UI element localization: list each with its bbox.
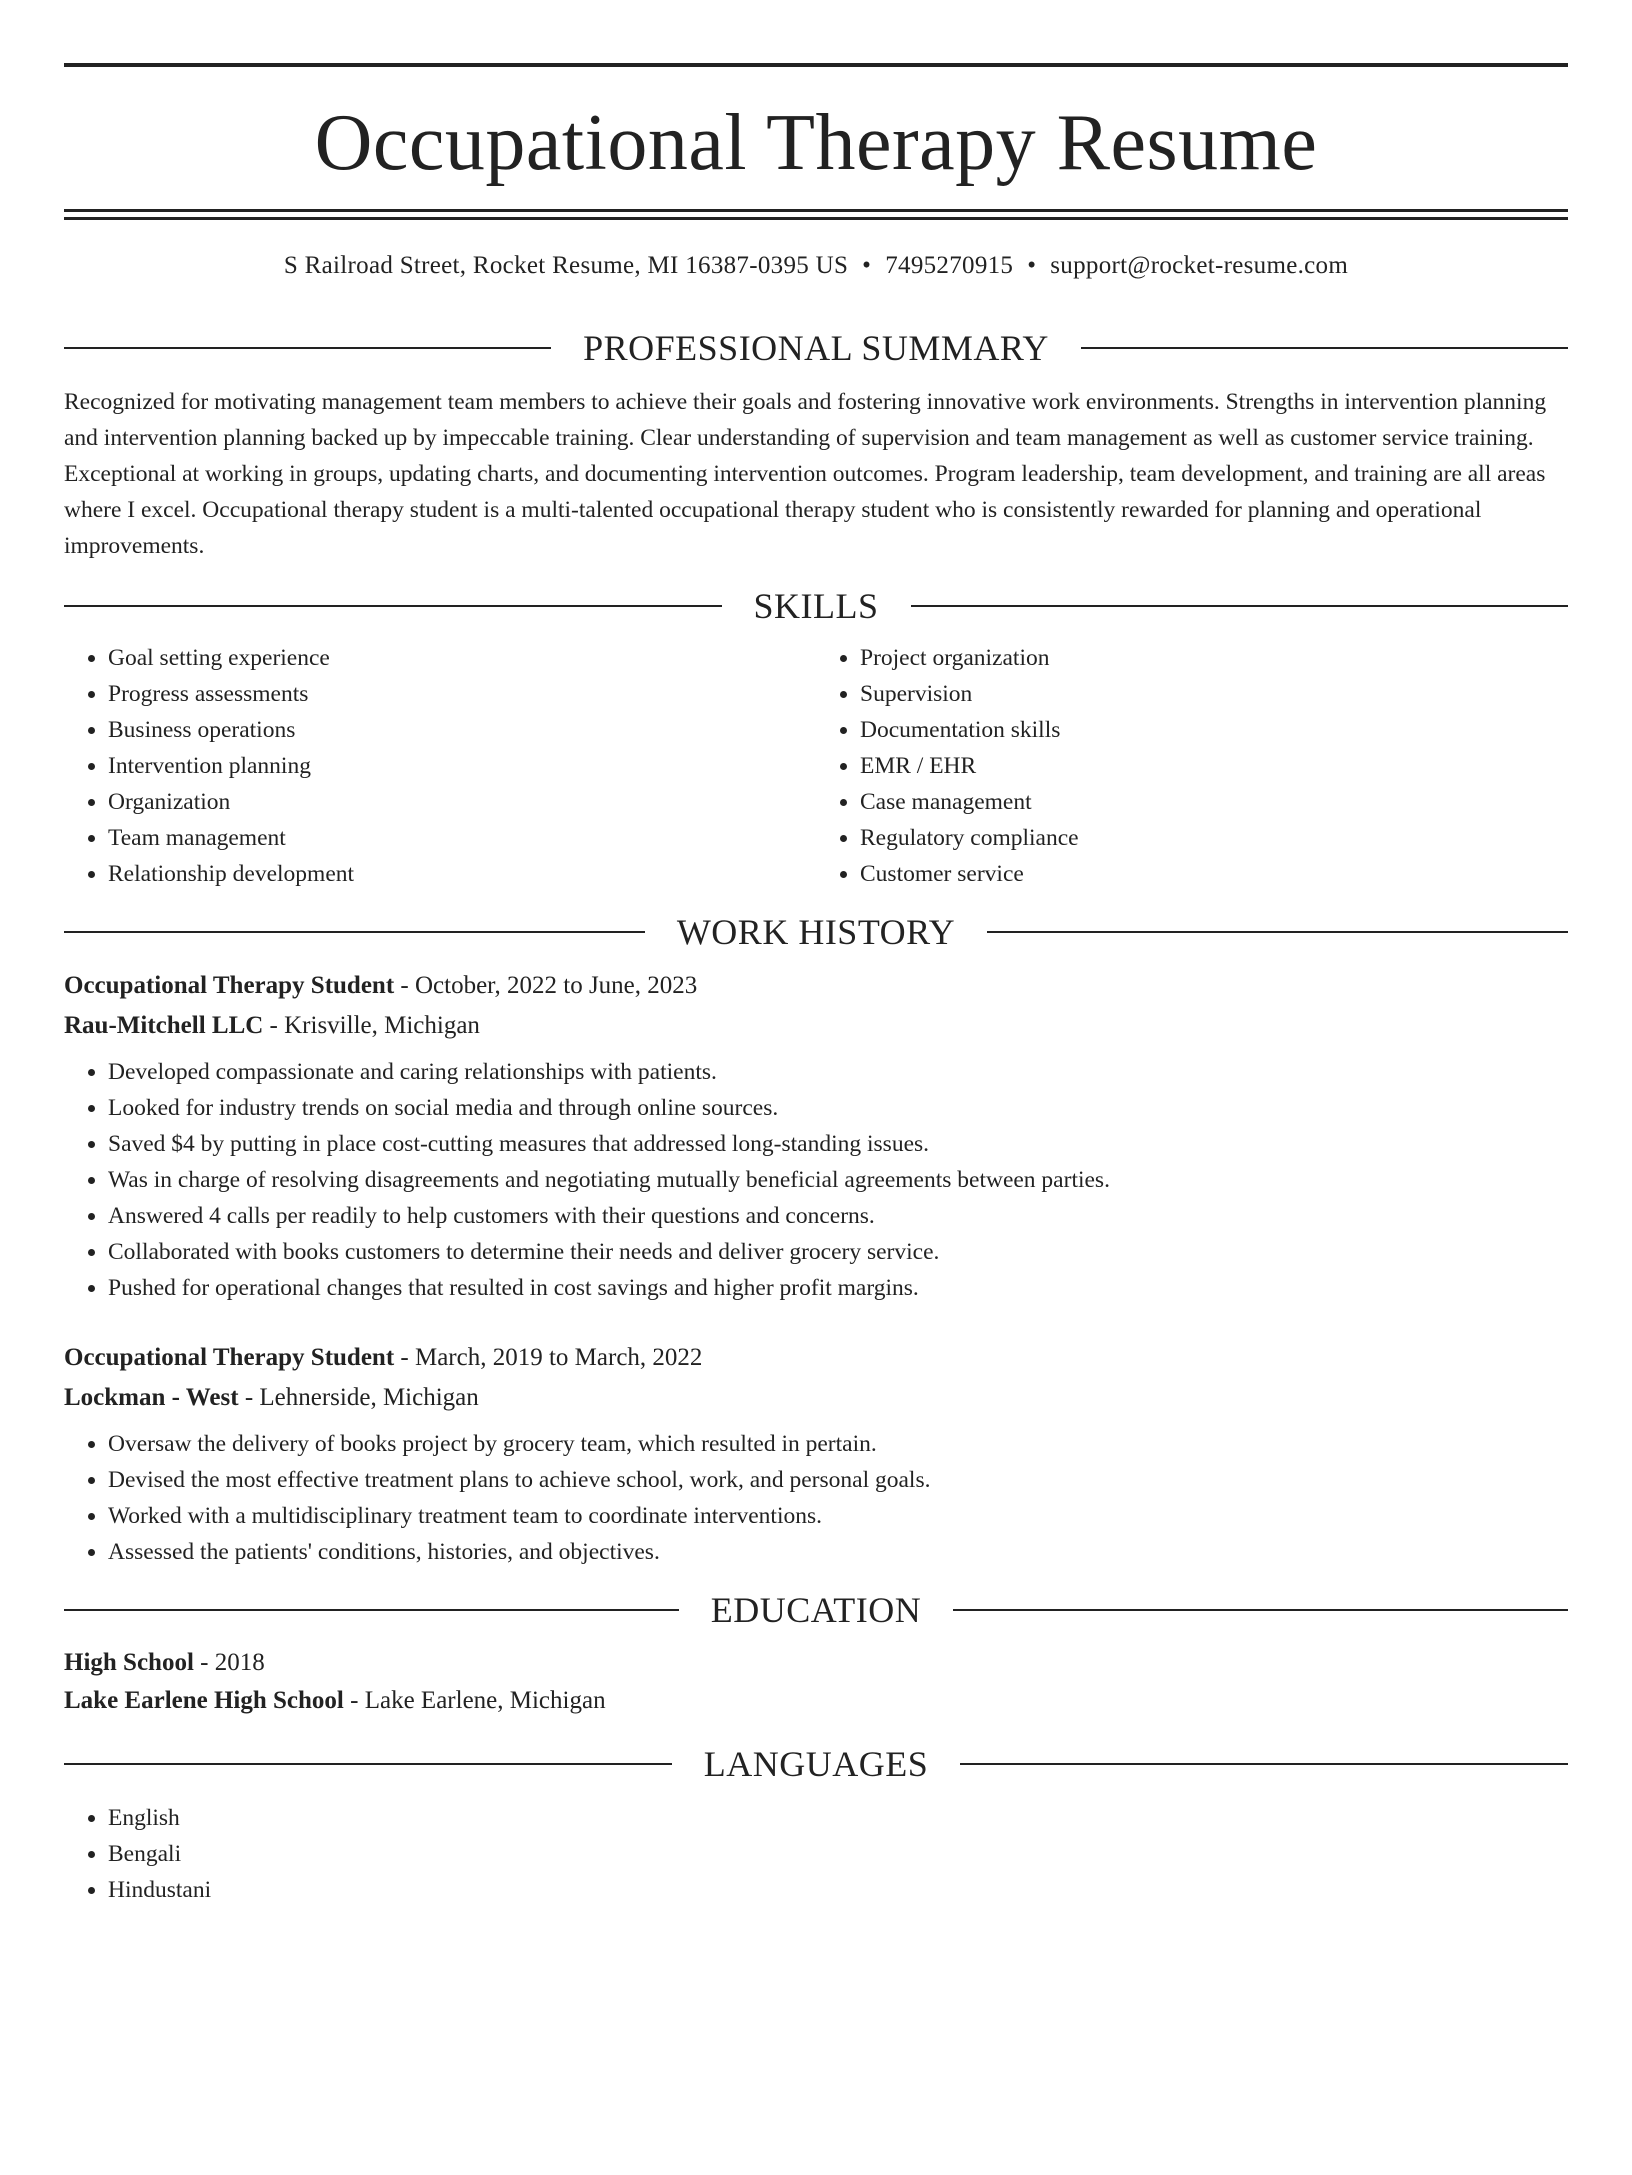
list-item: • Answered 4 calls per readily to help customers with their questions and concerns. xyxy=(108,1198,1568,1234)
section-title: EDUCATION xyxy=(710,1590,922,1630)
section-heading-languages xyxy=(64,1742,1568,1786)
heading-rule xyxy=(1081,347,1568,349)
job-title: Occupational Therapy Student xyxy=(64,972,395,999)
list-item: • Goal setting experience xyxy=(108,640,816,676)
languages-list xyxy=(64,1800,1568,1908)
job-location: - Lehnerside, Michigan xyxy=(244,1384,479,1411)
job-entry xyxy=(64,966,1568,1306)
heading-rule xyxy=(987,931,1568,933)
section-title: SKILLS xyxy=(753,586,879,626)
list-item: • Documentation skills xyxy=(860,712,1568,748)
education-entry xyxy=(64,1644,1568,1720)
job-title-line xyxy=(64,1338,1568,1378)
list-item: • Progress assessments xyxy=(108,676,816,712)
job-company: Lockman - West xyxy=(64,1384,239,1411)
list-item: • Bengali xyxy=(108,1836,1568,1872)
job-entry xyxy=(64,1338,1568,1570)
title-double-rule xyxy=(64,209,1568,220)
list-item: • Devised the most effective treatment plans to achieve school, work, and personal goals. xyxy=(108,1462,1568,1498)
top-rule xyxy=(64,63,1568,67)
list-item: • Looked for industry trends on social media and through online sources. xyxy=(108,1090,1568,1126)
contact-separator: • xyxy=(862,252,872,279)
resume-page xyxy=(0,63,1632,2175)
job-company: Rau-Mitchell LLC xyxy=(64,1012,264,1039)
page-title: Occupational Therapy Resume xyxy=(314,99,1318,187)
list-item: • Was in charge of resolving disagreements and negotiating mutually beneficial agreements between parties. xyxy=(108,1162,1568,1198)
education-school: Lake Earlene High School xyxy=(64,1687,344,1714)
list-item: • Organization xyxy=(108,784,816,820)
heading-rule xyxy=(960,1763,1568,1765)
list-item: • Worked with a multidisciplinary treatment team to coordinate interventions. xyxy=(108,1498,1568,1534)
section-heading-education xyxy=(64,1588,1568,1632)
contact-separator: • xyxy=(1027,252,1037,279)
heading-rule xyxy=(64,605,722,607)
list-item: • Oversaw the delivery of books project by grocery team, which resulted in pertain. xyxy=(108,1426,1568,1462)
job-dates: - March, 2019 to March, 2022 xyxy=(400,1344,703,1371)
section-title: WORK HISTORY xyxy=(676,912,956,952)
summary-text: Recognized for motivating management team members to achieve their goals and fostering innovative work environments. Strengths in intervention planning and intervention planning backed up by impeccable training. Clear understanding of supervision and team management as well as customer service training. Exceptional at working in groups, updating charts, and documenting intervention outcomes. Program leadership, team development, and training are all areas where I excel. Occupational therapy student is a multi-talented occupational therapy student who is consistently rewarded for planning and operational improvements. xyxy=(64,389,1547,559)
job-bullets xyxy=(64,1054,1568,1306)
list-item: • Business operations xyxy=(108,712,816,748)
heading-rule xyxy=(911,605,1569,607)
job-bullets xyxy=(64,1426,1568,1570)
job-title-line xyxy=(64,966,1568,1006)
list-item: • Supervision xyxy=(860,676,1568,712)
section-heading-work xyxy=(64,910,1568,954)
skills-list xyxy=(64,640,1568,892)
job-title: Occupational Therapy Student xyxy=(64,1344,395,1371)
list-item: • English xyxy=(108,1800,1568,1836)
section-heading-summary xyxy=(64,326,1568,370)
heading-rule xyxy=(64,931,645,933)
heading-rule xyxy=(64,1763,672,1765)
list-item: • Assessed the patients' conditions, histories, and objectives. xyxy=(108,1534,1568,1570)
job-company-line xyxy=(64,1006,1568,1046)
job-dates: - October, 2022 to June, 2023 xyxy=(400,972,698,999)
heading-rule xyxy=(953,1609,1568,1611)
list-item: • Relationship development xyxy=(108,856,816,892)
heading-rule xyxy=(64,1609,679,1611)
list-item: • Intervention planning xyxy=(108,748,816,784)
list-item: • Case management xyxy=(860,784,1568,820)
contact-email: support@rocket-resume.com xyxy=(1050,252,1349,279)
list-item: • Collaborated with books customers to determine their needs and deliver grocery service. xyxy=(108,1234,1568,1270)
education-location: - Lake Earlene, Michigan xyxy=(350,1687,606,1714)
list-item: • Pushed for operational changes that resulted in cost savings and higher profit margins. xyxy=(108,1270,1568,1306)
education-degree-line xyxy=(64,1644,1568,1682)
list-item: • EMR / EHR xyxy=(860,748,1568,784)
skills-column-left xyxy=(64,640,816,892)
contact-phone: 7495270915 xyxy=(885,252,1014,279)
section-heading-skills xyxy=(64,584,1568,628)
contact-line xyxy=(64,250,1568,282)
list-item: • Regulatory compliance xyxy=(860,820,1568,856)
list-item: • Project organization xyxy=(860,640,1568,676)
section-title: PROFESSIONAL SUMMARY xyxy=(583,328,1049,368)
education-school-line xyxy=(64,1682,1568,1720)
list-item: • Hindustani xyxy=(108,1872,1568,1908)
list-item: • Developed compassionate and caring relationships with patients. xyxy=(108,1054,1568,1090)
list-item: • Customer service xyxy=(860,856,1568,892)
education-year: - 2018 xyxy=(200,1649,265,1676)
list-item: • Team management xyxy=(108,820,816,856)
section-title: LANGUAGES xyxy=(703,1744,929,1784)
skills-column-right xyxy=(816,640,1568,892)
job-company-line xyxy=(64,1378,1568,1418)
heading-rule xyxy=(64,347,551,349)
education-degree: High School xyxy=(64,1649,194,1676)
list-item: • Saved $4 by putting in place cost-cutting measures that addressed long-standing issues. xyxy=(108,1126,1568,1162)
contact-address: S Railroad Street, Rocket Resume, MI 16387-0395 US xyxy=(283,252,849,279)
job-location: - Krisville, Michigan xyxy=(269,1012,480,1039)
